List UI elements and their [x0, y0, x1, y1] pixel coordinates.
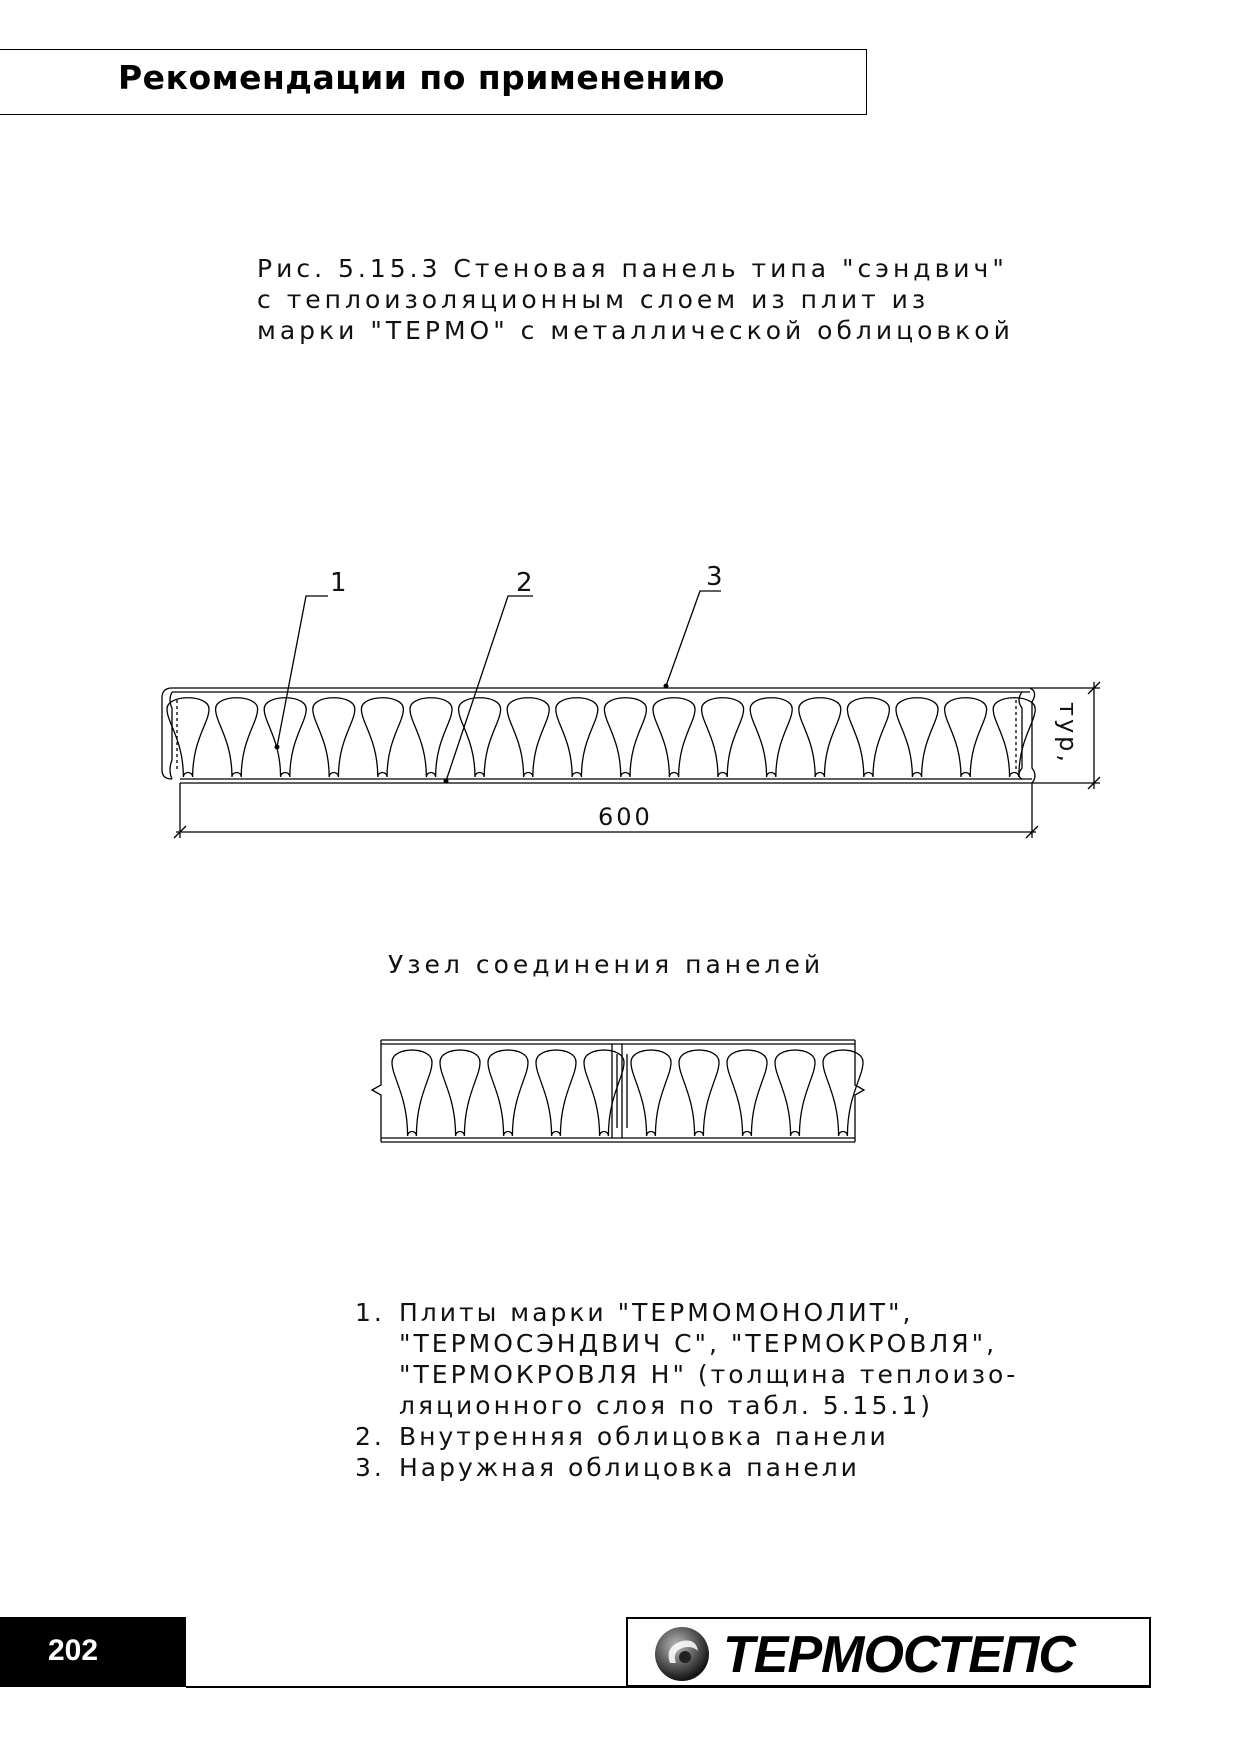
legend-text: Внутренняя облицовка панели — [399, 1422, 889, 1451]
callout-1: 1 — [330, 568, 347, 598]
caption-line: с теплоизоляционным слоем из плит из — [257, 285, 930, 314]
corrugation-lobe — [653, 698, 695, 777]
dimension-thickness: тур, — [1054, 702, 1082, 766]
callout-3: 3 — [706, 562, 723, 592]
page-title: Рекомендации по применению — [118, 58, 725, 97]
legend-item-3 — [355, 1452, 1018, 1483]
corrugation-lobe — [750, 698, 792, 777]
corrugation-lobe — [945, 698, 987, 777]
brand-logo — [626, 1617, 1151, 1687]
corrugation-lobe — [702, 698, 744, 777]
corrugation-lobe — [896, 698, 938, 777]
corrugation-lobe — [507, 698, 549, 777]
corrugation-lobe — [361, 698, 403, 777]
corrugation-lobe — [488, 1050, 528, 1136]
corrugation-lobe — [392, 1050, 432, 1136]
legend-item-2 — [355, 1421, 1018, 1452]
legend-text: Наружная облицовка панели — [399, 1453, 860, 1482]
corrugation-lobe — [264, 698, 306, 777]
corrugation-lobe — [604, 698, 646, 777]
corrugation-lobe — [847, 698, 889, 777]
corrugation-lobe — [167, 698, 209, 777]
page-number-box — [0, 1617, 186, 1687]
corrugation-lobe — [679, 1050, 719, 1136]
corrugation-lobe — [556, 698, 598, 777]
caption-line: Рис. 5.15.3 Стеновая панель типа "сэндвич" — [257, 254, 1008, 283]
corrugation-lobe — [536, 1050, 576, 1136]
callout-2: 2 — [516, 568, 533, 598]
legend-text: "ТЕРМОСЭНДВИЧ С", "ТЕРМОКРОВЛЯ", — [399, 1329, 998, 1358]
corrugation-lobe — [727, 1050, 767, 1136]
legend-text: "ТЕРМОКРОВЛЯ Н" (толщина теплоизо- — [399, 1360, 1019, 1389]
corrugation-lobe — [631, 1050, 671, 1136]
legend-text: ляционного слоя по табл. 5.15.1) — [399, 1391, 933, 1420]
inner-facing — [180, 779, 1032, 783]
leader-3 — [666, 591, 721, 686]
corrugation-lobe — [775, 1050, 815, 1136]
joint-left-break — [372, 1040, 381, 1142]
logo-icon — [652, 1625, 712, 1683]
corrugation-lobe — [823, 1050, 863, 1136]
joint-title: Узел соединения панелей — [388, 950, 825, 979]
legend-text: Плиты марки "ТЕРМОМОНОЛИТ", — [399, 1298, 914, 1327]
page-number: 202 — [48, 1634, 99, 1667]
insulation-core — [167, 698, 1035, 777]
brand-name: ТЕРМОСТЕПС — [723, 1626, 1075, 1684]
corrugation-lobe — [459, 698, 501, 777]
corrugation-lobe — [993, 698, 1035, 777]
caption-line: марки "ТЕРМО" с металлической облицовкой — [257, 316, 1014, 345]
corrugation-lobe — [410, 698, 452, 777]
corrugation-lobe — [584, 1050, 624, 1136]
legend — [355, 1297, 1018, 1483]
corrugation-lobe — [799, 698, 841, 777]
joint-top-facing — [381, 1040, 855, 1044]
dimension-width: 600 — [598, 803, 653, 831]
outer-facing — [172, 688, 1030, 692]
legend-num: 2. — [355, 1422, 385, 1451]
joint-seam — [612, 1044, 627, 1138]
corrugation-lobe — [313, 698, 355, 777]
legend-item-1 — [355, 1297, 1018, 1421]
legend-num: 1. — [355, 1298, 385, 1327]
legend-num: 3. — [355, 1453, 385, 1482]
corrugation-lobe — [216, 698, 258, 777]
corrugation-lobe — [440, 1050, 480, 1136]
joint-bottom-facing — [381, 1138, 855, 1142]
